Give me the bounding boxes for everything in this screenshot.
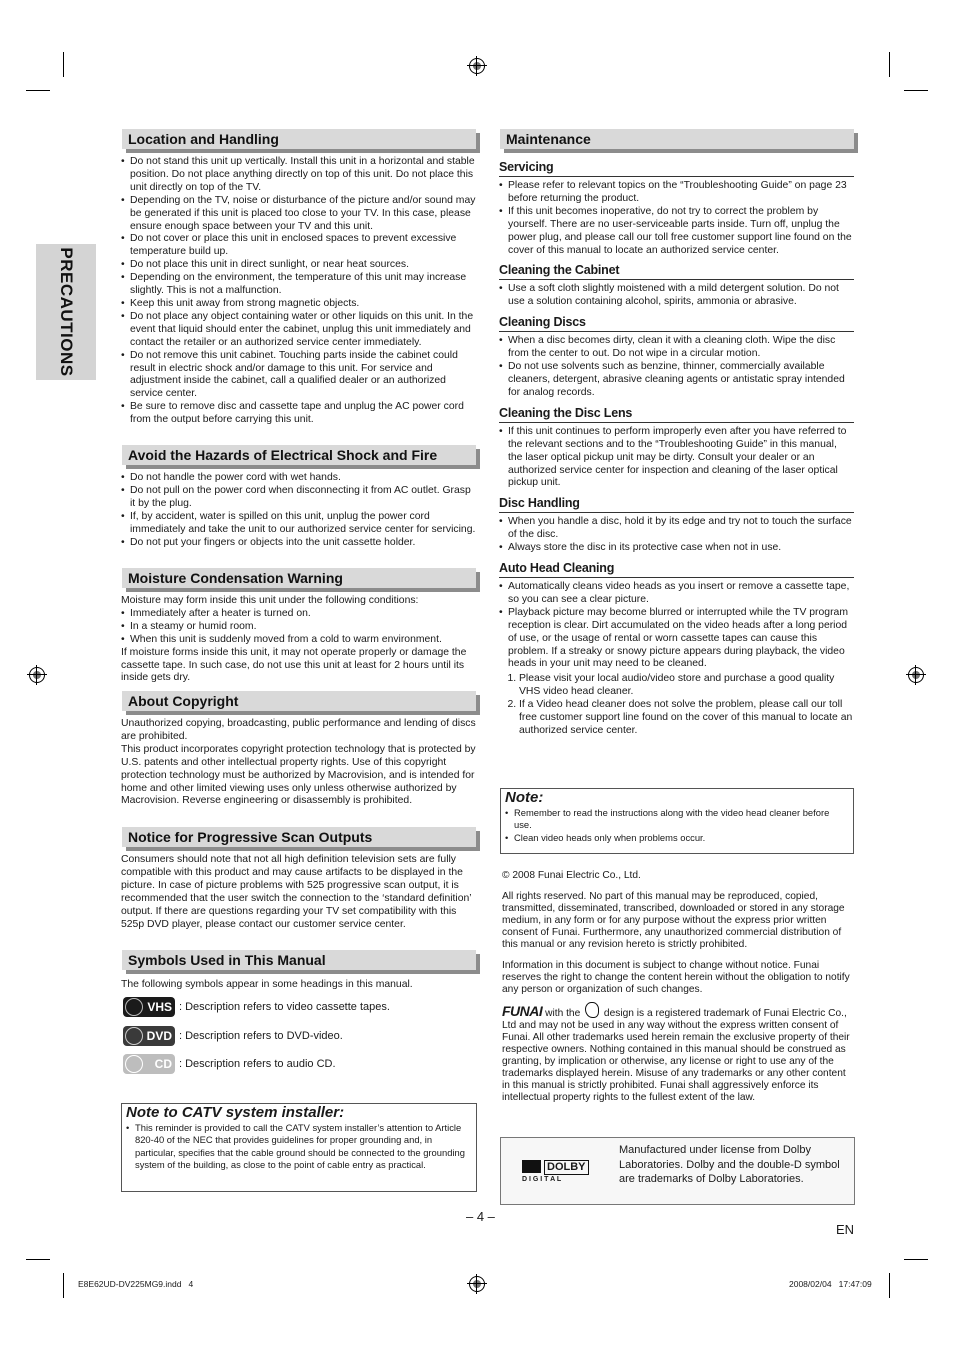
progressive-text: Consumers should note that not all high definition television sets are fully compatible with this product and may cause artifacts to be displayed in the picture. In case of picture problems with 525 progressive scan output, it is recommended that the user switch the connection to the ‘standard definition’ output. If there are questions regarding your TV set compatibility with this 525p DVD player, please contact our customer service center.	[121, 854, 472, 930]
moisture-intro: Moisture may form inside this unit under the following conditions:	[121, 595, 419, 606]
note-title: Note:	[505, 789, 544, 806]
registration-mark-icon	[29, 667, 45, 683]
list-item: • Do not cover or place this unit in enclosed spaces to prevent excessive temperature build up.	[121, 233, 477, 259]
list-item: • Do not put your fingers or objects into the unit cassette holder.	[121, 537, 477, 550]
date-stamp: 2008/02/04 17:47:09	[789, 1279, 872, 1289]
crop-mark	[904, 1259, 928, 1260]
list-item: • Remember to read the instructions along with the video head cleaner before use.	[505, 807, 849, 832]
list-item: • Automatically cleans video heads as you insert or remove a cassette tape, so you can see a clear picture.	[499, 581, 854, 607]
list-item: • Do not use solvents such as benzine, thinner, commercially available cleaners, detergent, abrasive cleaning agents or antistatic spray intended for analog records.	[499, 361, 854, 400]
moisture-section	[121, 595, 477, 685]
list-item: • Clean video heads only when problems occur.	[505, 832, 849, 844]
dvd-symbol-icon: DVD	[123, 1026, 175, 1046]
list-item: • Depending on the environment, the temperature of this unit may increase slightly. This is not a malfunction.	[121, 272, 477, 298]
registration-mark-icon	[469, 58, 485, 74]
copyright-section	[121, 718, 477, 808]
dolby-text: Manufactured under license from Dolby Laboratories. Dolby and the double-D symbol are trademarks of Dolby Laboratories.	[619, 1144, 840, 1185]
dolby-logo-top: DOLBY	[544, 1160, 589, 1175]
list-item: • Do not pull on the power cord when disconnecting it from AC outlet. Grasp it by the plug.	[121, 485, 477, 511]
cd-description: : Description refers to audio CD.	[179, 1058, 336, 1070]
subheading-cabinet: Cleaning the Cabinet	[499, 263, 854, 280]
catv-note-text: • This reminder is provided to call the CATV system installer’s attention to Article 820-40 of the NEC that provides guidelines for proper grounding and, in particular, specifies that the cable ground should be connected to the grounding system of the building, as close to the point of cable entry as practical.	[126, 1122, 472, 1172]
list-item: • Be sure to remove disc and cassette tape and unplug the AC power cord from the output before carrying this unit.	[121, 401, 477, 427]
file-name: E8E62UD-DV225MG9.indd 4	[78, 1279, 194, 1289]
crop-mark	[63, 1273, 64, 1298]
catv-note-title: Note to CATV system installer:	[126, 1104, 345, 1121]
with-the-text: with the	[545, 1008, 581, 1019]
funai-logo: FUNAI	[502, 1003, 543, 1019]
list-item: • Use a soft cloth slightly moistened with a mild detergent solution. Do not use a solution containing alcohol, spirits, ammonia or abrasive.	[499, 283, 854, 309]
list-item: • Do not handle the power cord with wet hands.	[121, 472, 477, 485]
step-item: 2. If a Video head cleaner does not solve the problem, please call our toll free customer support line found on the cover of this manual to locate an authorized service center.	[519, 699, 854, 738]
dolby-logo	[521, 1160, 599, 1184]
maintenance-section	[499, 154, 854, 738]
list-item: • Do not remove this unit cabinet. Touching parts inside the cabinet could result in electric shock and/or damage to this unit. For service and adjustment inside the cabinet, call a qualified dealer or an authorized service center.	[121, 350, 477, 402]
info-text: Information in this document is subject to change without notice. Funai reserves the right to change the content herein without the obligation to notify any person or organization of such changes.	[502, 960, 850, 995]
list-item: • If this unit becomes inoperative, do not try to correct the problem by yourself. There are no user-serviceable parts inside. Turn off, unplug the power plug, and please call our toll free customer support line found on the cover of this manual to locate an authorized service center.	[499, 206, 854, 258]
trademark-paragraph	[502, 1002, 854, 1104]
subheading-servicing: Servicing	[499, 160, 854, 177]
crop-mark	[63, 52, 64, 77]
note-box	[500, 788, 854, 854]
subheading-disc-handling: Disc Handling	[499, 496, 854, 513]
vhs-description: : Description refers to video cassette tapes.	[179, 1001, 390, 1013]
subheading-discs: Cleaning Discs	[499, 315, 854, 332]
moisture-outro: If moisture forms inside this unit, it may not operate properly or damage the cassette tape. In such case, do not use this unit at least for 2 hours until its inside gets dry.	[121, 646, 467, 684]
heading-symbols: Symbols Used in This Manual	[122, 950, 476, 970]
list-item: • When you handle a disc, hold it by its edge and try not to touch the surface of the disc.	[499, 516, 854, 542]
list-item: • Do not place this unit in direct sunlight, or near heat sources.	[121, 259, 477, 272]
side-tab	[36, 244, 96, 380]
list-item: • Do not place any object containing water or other liquids on this unit. In the event that liquid should enter the cabinet, unplug this unit immediately and contact the retailer or an authorized service center immediately.	[121, 311, 477, 350]
side-tab-label: PRECAUTIONS	[57, 247, 76, 377]
copyright-p1: Unauthorized copying, broadcasting, public performance and lending of discs are prohibited.	[121, 718, 476, 742]
page-number: – 4 –	[466, 1209, 495, 1224]
list-item: • Always store the disc in its protective case when not in use.	[499, 542, 854, 555]
step-item: 1. Please visit your local audio/video store and purchase a good quality VHS video head cleaner.	[519, 673, 854, 699]
list-item: • Please refer to relevant topics on the “Troubleshooting Guide” on page 23 before returning the product.	[499, 180, 854, 206]
heading-moisture: Moisture Condensation Warning	[122, 568, 476, 588]
crop-mark	[26, 1259, 50, 1260]
registration-mark-icon	[469, 1276, 485, 1292]
heading-hazards: Avoid the Hazards of Electrical Shock and Fire	[122, 445, 476, 465]
dvd-description: : Description refers to DVD-video.	[179, 1030, 343, 1042]
heading-location: Location and Handling	[122, 129, 476, 149]
heading-progressive: Notice for Progressive Scan Outputs	[122, 827, 476, 847]
subheading-auto-head: Auto Head Cleaning	[499, 561, 854, 578]
dolby-box	[500, 1137, 855, 1205]
heading-maintenance: Maintenance	[500, 129, 854, 149]
rights-text: All rights reserved. No part of this manual may be reproduced, copied, transmitted, disseminated, transcribed, downloaded or stored in any storage medium, in any form or for any purpose without the express prior written consent of Funai. Furthermore, any unauthorized commercial distribution of this manual or any revision hereto is strictly prohibited.	[502, 891, 845, 950]
list-item: • In a steamy or humid room.	[121, 621, 477, 634]
list-item: • Playback picture may become blurred or interrupted while the TV program reception is clear. Dirt accumulated on the video heads after a long period of use, or the usage of rental or worn cassette tapes can cause this problem. If a streaky or snowy picture appears during playback, the video heads in your unit may need to be cleaned.	[499, 607, 854, 672]
list-item: • When a disc becomes dirty, clean it with a cleaning cloth. Wipe the disc from the center to out. Do not wipe in a circular motion.	[499, 335, 854, 361]
dolby-logo-bottom: D I G I T A L	[522, 1176, 562, 1183]
vhs-symbol-icon: VHS	[123, 997, 175, 1017]
funai-design-icon	[585, 1002, 599, 1018]
list-item: • If this unit continues to perform improperly even after you have referred to the relevant sections and to the “Troubleshooting Guide” in this manual, the laser optical pickup unit may be dirty. Consult your dealer or an authorized service center for inspection and cleaning of the laser optical pickup unit.	[499, 426, 854, 491]
heading-copyright: About Copyright	[122, 691, 476, 711]
list-item: • Immediately after a heater is turned on.	[121, 608, 477, 621]
language-label: EN	[836, 1222, 855, 1237]
double-d-icon	[522, 1160, 541, 1173]
crop-mark	[904, 90, 928, 91]
crop-mark	[26, 90, 50, 91]
list-item: • Do not stand this unit up vertically. Install this unit in a horizontal and stable position. Do not place anything directly on top of this unit. Do not place this unit directly on top of the TV.	[121, 156, 477, 195]
list-item: • Keep this unit away from strong magnetic objects.	[121, 298, 477, 311]
subheading-lens: Cleaning the Disc Lens	[499, 406, 854, 423]
list-item: • If, by accident, water is spilled on this unit, unplug the power cord immediately and take the unit to our authorized service center for servicing.	[121, 511, 477, 537]
crop-mark	[889, 52, 890, 77]
list-item: • When this unit is suddenly moved from a cold to warm environment.	[121, 634, 477, 647]
trademark-text: design is a registered trademark of Funai Electric Co., Ltd and may not be used in any way without the express written consent of Funai. All other trademarks used herein remain the exclusive property of their respective owners. Nothing contained in this manual should be construed as granting, by implication or otherwise, any license or right to use any of the trademarks displayed herein. Misuse of any trademarks or any other content in this manual is strictly prohibited. Funai shall aggressively enforce its intellectual property rights to the fullest extent of the law.	[502, 1008, 850, 1103]
list-item: • Depending on the TV, noise or disturbance of the picture and/or sound may be generated if this unit is placed too close to your TV. In this case, please ensure enough space between your TV and this unit.	[121, 195, 477, 234]
crop-mark	[889, 1273, 890, 1298]
copyright-line: © 2008 Funai Electric Co., Ltd.	[502, 870, 641, 881]
copyright-p2: This product incorporates copyright protection technology that is protected by U.S. patents and other intellectual property rights. Use of this copyright protection technology must be authorized by Macrovision, and is intended for home and other limited viewing uses only unless otherwise authorized by Macrovision. Reverse engineering or disassembly is prohibited.	[121, 743, 476, 807]
registration-mark-icon	[908, 667, 924, 683]
symbols-intro: The following symbols appear in some headings in this manual.	[121, 979, 413, 990]
catv-note-box	[121, 1103, 477, 1192]
legal-section	[502, 870, 854, 1104]
location-list	[121, 156, 477, 427]
cd-symbol-icon: CD	[123, 1054, 175, 1074]
hazards-list	[121, 472, 477, 549]
progressive-section	[121, 854, 477, 931]
